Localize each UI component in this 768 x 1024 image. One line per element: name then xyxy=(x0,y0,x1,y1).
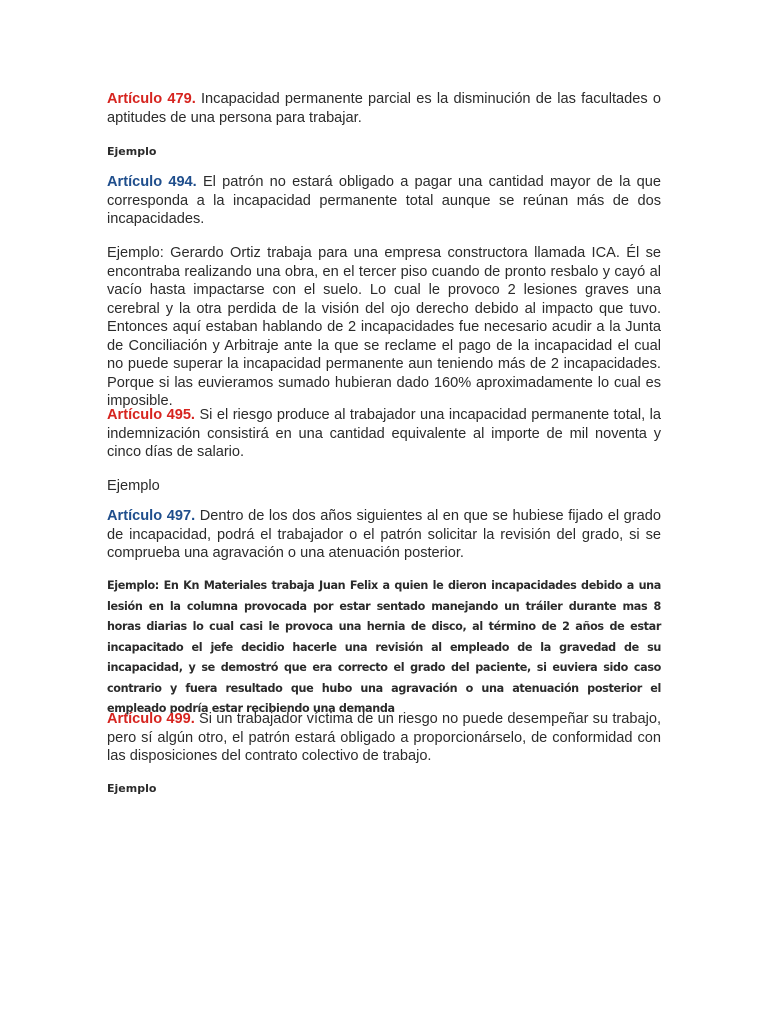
article-495-text: Si el riesgo produce al trabajador una incapacidad permanente total, la indemnización consistirá en una cantidad equivalente al importe de mil noventa y cinco días de salario. xyxy=(107,407,661,460)
article-495-label: Artículo 495. xyxy=(107,407,195,423)
article-499-paragraph xyxy=(107,710,661,766)
article-495-paragraph xyxy=(107,406,661,462)
article-494-label: Artículo 494. xyxy=(107,174,197,190)
article-499-label: Artículo 499. xyxy=(107,711,195,727)
article-494-text: El patrón no estará obligado a pagar una cantidad mayor de la que corresponda a la incapacidad permanente total aunque se reúnan más de dos incapacidades. xyxy=(107,174,661,227)
article-479-paragraph xyxy=(107,90,661,127)
article-479-text: Incapacidad permanente parcial es la disminución de las facultades o aptitudes de una persona para trabajar. xyxy=(107,91,661,126)
article-499-text: Si un trabajador víctima de un riesgo no puede desempeñar su trabajo, pero sí algún otro, el patrón estará obligado a proporcionárselo, de conformidad con las disposiciones del contrato colectivo de trabajo. xyxy=(107,711,662,764)
article-497-paragraph xyxy=(107,507,661,563)
article-497-text: Dentro de los dos años siguientes al en que se hubiese fijado el grado de incapacidad, podrá el trabajador o el patrón solicitar la revisión del grado, si se comprueba una agravación o una atenuación posterior. xyxy=(107,508,661,561)
example-494-paragraph: Ejemplo: Gerardo Ortiz trabaja para una empresa constructora llamada ICA. Él se encontraba realizando una obra, en el tercer piso cuando de pronto resbalo y cayó al vacío hasta impactarse con el suelo. Lo cual le provoco 2 lesiones graves una cerebral y la otra perdida de la visión del ojo derecho debido al impacto que tuvo. Entonces aquí estaban hablando de 2 incapacidades fue necesario acudir a la Junta de Conciliación y Arbitraje ante la que se reclame el pago de la incapacidad el cual no puede superar la incapacidad permanente aun teniendo más de 2 incapacidades. Porque si las euvieramos sumado hubieran dado 160% aproximadamente lo cual es imposible. xyxy=(107,245,661,409)
article-479-label: Artículo 479. xyxy=(107,91,196,107)
example-label-1: Ejemplo xyxy=(107,145,157,158)
example-label-3: Ejemplo xyxy=(107,782,157,795)
example-label-2: Ejemplo xyxy=(107,478,160,494)
example-497-paragraph: Ejemplo: En Kn Materiales trabaja Juan Felix a quien le dieron incapacidades debido a una lesión en la columna provocada por estar sentado manejando un tráiler durante mas 8 horas diarias lo cual casi le provoca una hernia de disco, al término de 2 años de estar incapacitado el jefe decidio hacerle una revisión al empleado de la gravedad de su incapacidad, y se demostró que era correcto el grado del paciente, si euviera sido caso contrario y fuera resultado que hubo una agravación o una atenuación posterior el empleado podría estar recibiendo una demanda xyxy=(107,579,661,715)
article-494-paragraph xyxy=(107,173,661,229)
article-497-label: Artículo 497. xyxy=(107,508,196,524)
